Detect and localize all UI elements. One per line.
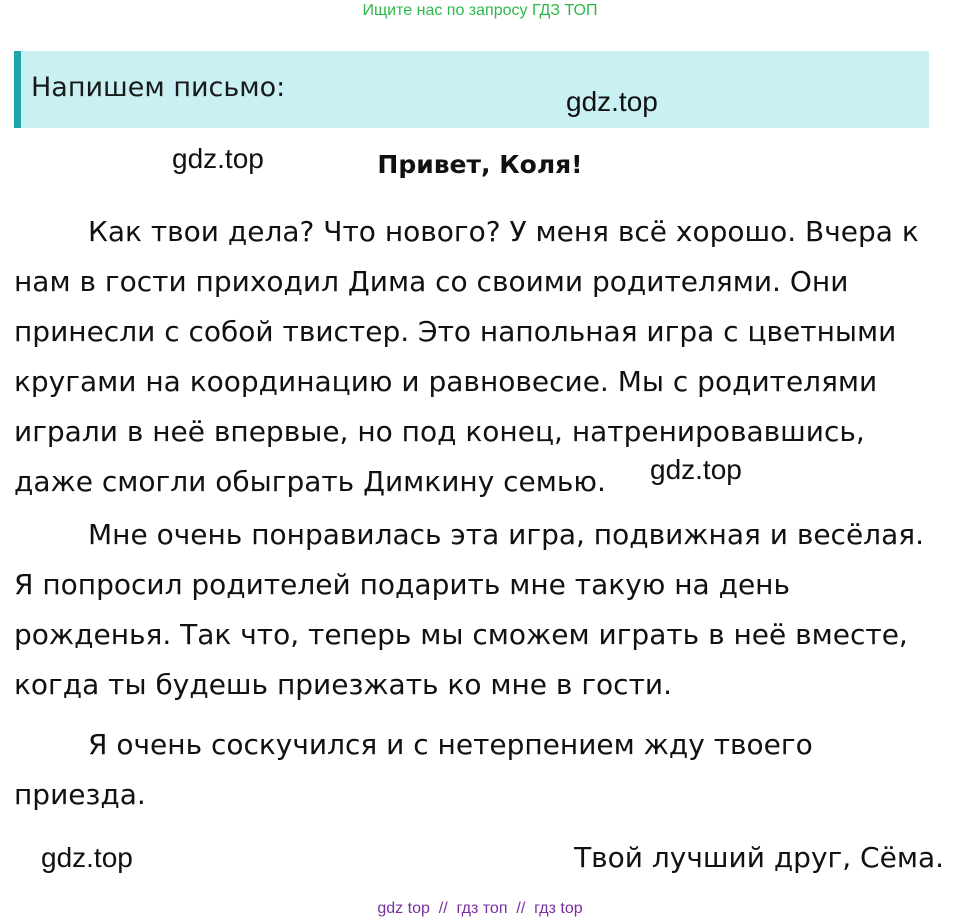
letter-paragraph: Мне очень понравилась эта игра, подвижная и весёлая. Я попросил родителей подарить мне такую на день рожденья. Так что, теперь мы сможем играть в неё вместе, когда ты будешь приезжать ко мне в гости. xyxy=(14,518,924,701)
watermark: gdz.top xyxy=(650,454,742,485)
top-banner: Ищите нас по запросу ГДЗ ТОП xyxy=(362,2,598,19)
greeting-text: Привет, Коля! xyxy=(377,150,583,179)
section-header xyxy=(14,51,929,128)
letter-signature: Твой лучший друг, Сёма. xyxy=(574,841,944,874)
watermark: gdz.top xyxy=(172,143,264,174)
watermark: gdz.top xyxy=(41,842,133,873)
bottom-banner: gdz top // гдз топ // гдз top xyxy=(377,900,583,917)
letter-greeting xyxy=(0,150,960,179)
letter-paragraph: Как твои дела? Что нового? У меня всё хорошо. Вчера к нам в гости приходил Дима со своими родителями. Они принесли с собой твистер. Это напольная игра с цветными кругами на координацию и равновесие. Мы с родителями играли в неё впервые, но под конец, натренировавшись, даже смогли обыграть Димкину семью. xyxy=(14,215,919,498)
section-title: Напишем письмо: xyxy=(31,72,286,103)
letter-paragraph: Я очень соскучился и с нетерпением жду твоего приезда. xyxy=(14,728,813,811)
watermark: gdz.top xyxy=(566,86,658,117)
